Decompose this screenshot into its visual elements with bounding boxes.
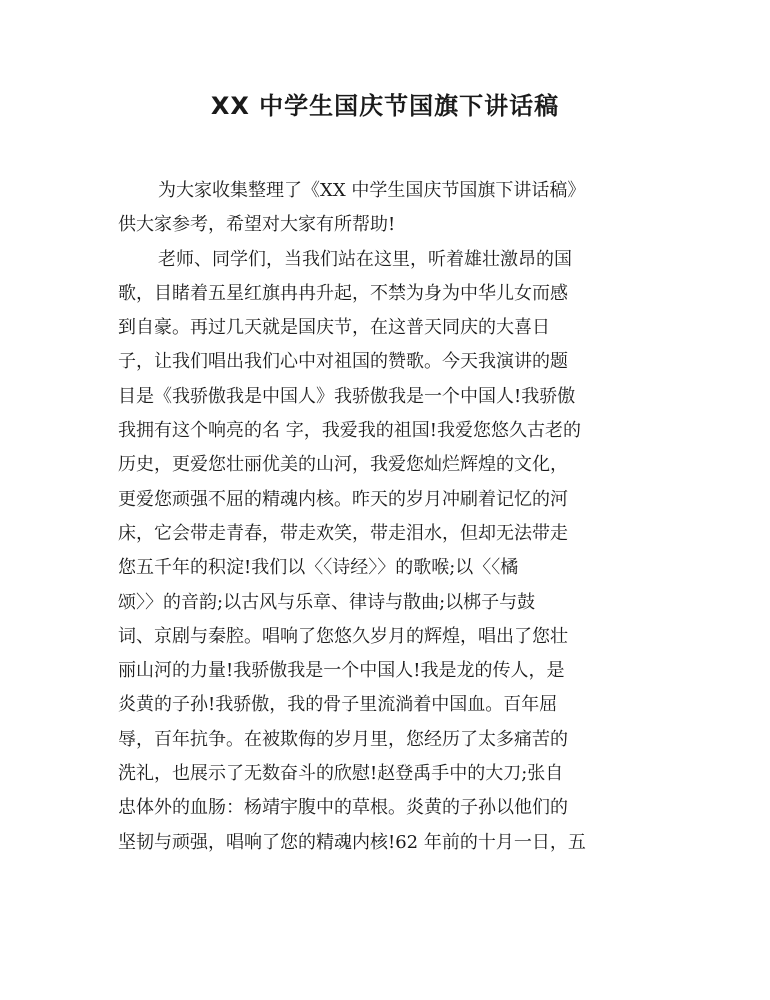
paragraph-line: 床，它会带走青春，带走欢笑，带走泪水，但却无法带走 <box>118 522 568 544</box>
paragraph-line: 坚韧与顽强，唱响了您的精魂内核!62 年前的十月一日，五 <box>118 831 586 853</box>
paragraph-line: 您五千年的积淀!我们以〈〈诗经〉〉的歌喉;以〈〈橘 <box>118 557 519 579</box>
paragraph-line: 洗礼，也展示了无数奋斗的欣慰!赵登禹手中的大刀;张自 <box>118 763 564 785</box>
paragraph-line: 颂〉〉的音韵;以古风与乐章、律诗与散曲;以梆子与鼓 <box>118 591 536 613</box>
paragraph-line: 歌，目睹着五星红旗冉冉升起，不禁为身为中华儿女而感 <box>118 282 568 304</box>
paragraph-line: 供大家参考，希望对大家有所帮助! <box>118 214 396 236</box>
document-body <box>118 174 663 860</box>
paragraph-line: 为大家收集整理了《XX 中学生国庆节国旗下讲话稿》 <box>158 180 586 201</box>
paragraph-line: 丽山河的力量!我骄傲我是一个中国人!我是龙的传人，是 <box>118 660 565 682</box>
paragraph-line: 更爱您顽强不屈的精魂内核。昨天的岁月冲刷着记忆的河 <box>118 488 568 510</box>
paragraph-line: 炎黄的子孙!我骄傲，我的骨子里流淌着中国血。百年屈 <box>118 694 558 716</box>
paragraph-line: 到自豪。再过几天就是国庆节，在这普天同庆的大喜日 <box>118 317 550 339</box>
paragraph-line: 目是《我骄傲我是中国人》我骄傲我是一个中国人!我骄傲 <box>118 385 576 407</box>
paragraph-line: 老师、同学们，当我们站在这里，听着雄壮激昂的国 <box>158 248 572 270</box>
document-title: XX 中学生国庆节国旗下讲话稿 <box>210 92 560 120</box>
paragraph-line: 忠体外的血肠：杨靖宇腹中的草根。炎黄的子孙以他们的 <box>118 797 568 819</box>
paragraph-line: 辱，百年抗争。在被欺侮的岁月里，您经历了太多痛苦的 <box>118 728 568 750</box>
paragraph-line: 我拥有这个响亮的名 字，我爱我的祖国!我爱您悠久古老的 <box>118 420 581 442</box>
paragraph-line: 历史，更爱您壮丽优美的山河，我爱您灿烂辉煌的文化， <box>118 454 568 476</box>
paragraph-line: 词、京剧与秦腔。唱响了您悠久岁月的辉煌，唱出了您壮 <box>118 625 568 647</box>
paragraph-line: 子，让我们唱出我们心中对祖国的赞歌。今天我演讲的题 <box>118 351 568 373</box>
